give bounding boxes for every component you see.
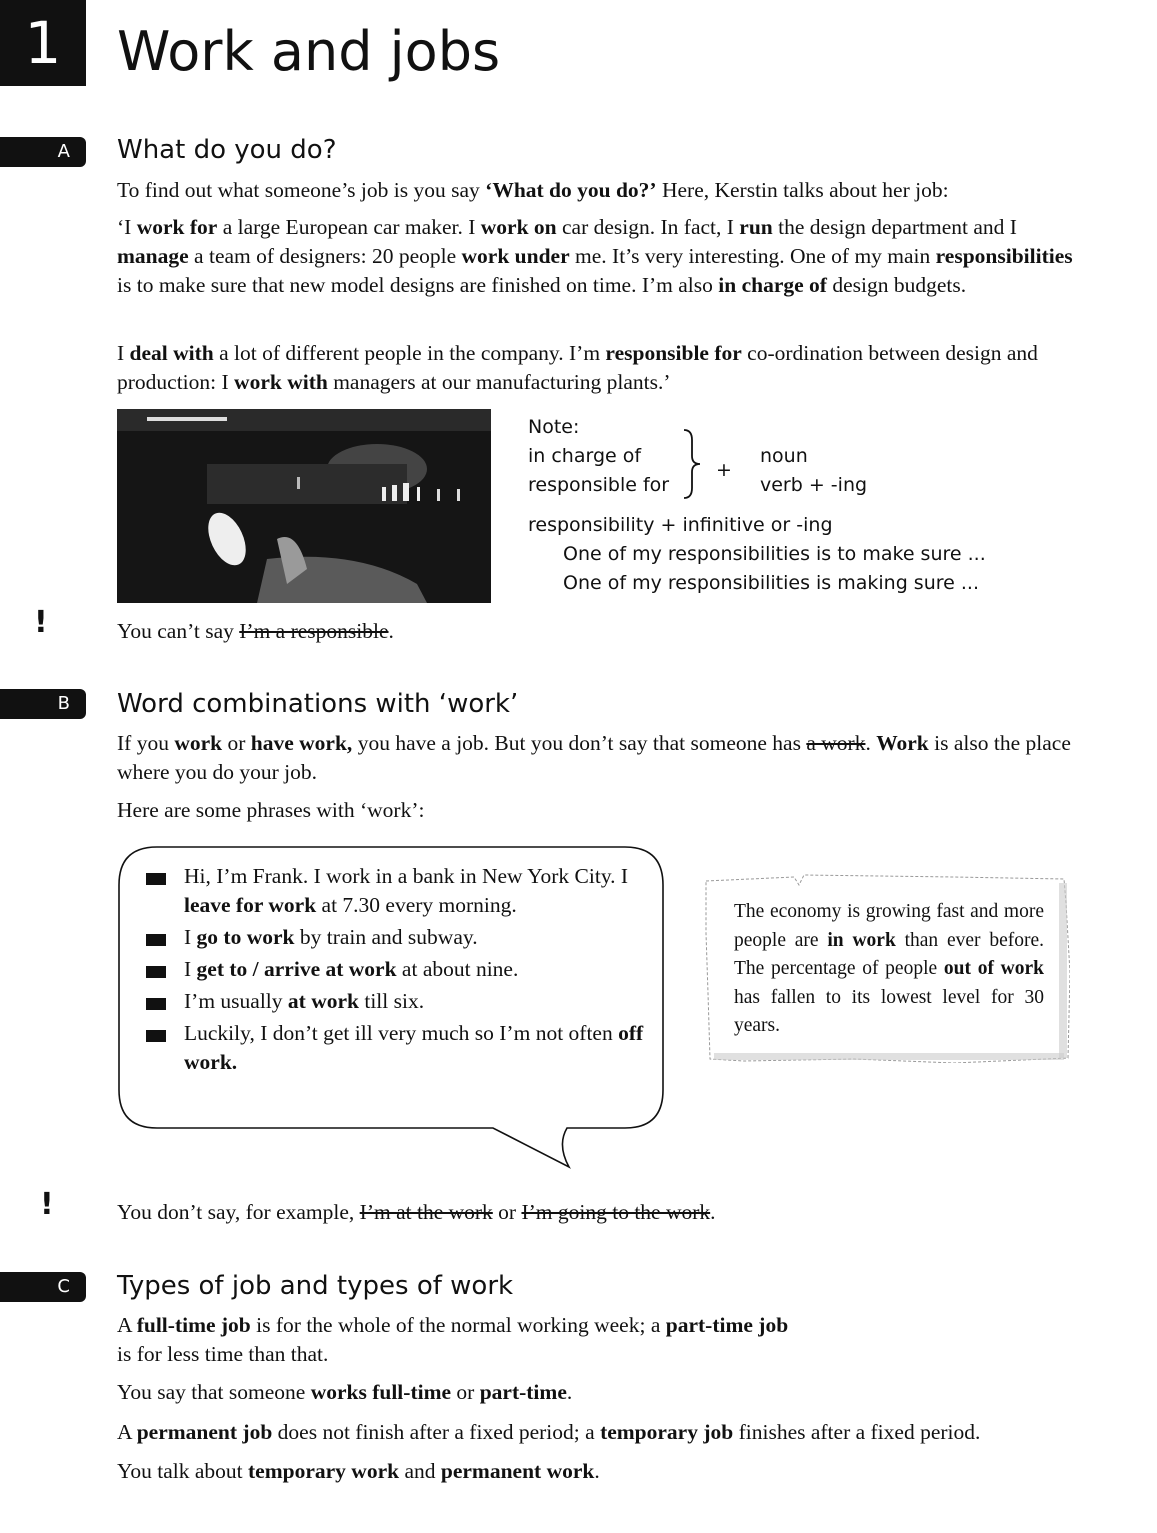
text-run: is for the whole of the normal working week; a: [250, 1313, 666, 1337]
note-plus: +: [716, 459, 732, 481]
section-c-paragraph-1: [117, 1311, 1117, 1369]
text-run: I: [184, 957, 197, 981]
section-a-tab: A: [0, 137, 86, 167]
section-c-heading: Types of job and types of work: [117, 1271, 514, 1301]
bold-phrase: responsible for: [605, 341, 742, 365]
text-run: ‘I: [117, 215, 137, 239]
bullet-square-icon: [146, 998, 166, 1010]
text-run: .: [710, 1200, 716, 1224]
text-run: you have a job. But you don’t say that someone has: [352, 731, 807, 755]
text-run: I: [117, 341, 130, 365]
section-a-quote-2: [117, 339, 1097, 397]
text-run: Hi, I’m Frank. I work in a bank in New York City. I: [184, 864, 629, 888]
text-run: has fallen to its lowest level for 30 years.: [734, 986, 1044, 1036]
text-run: .: [594, 1459, 600, 1483]
bold-phrase: leave for work: [184, 893, 317, 917]
text-run: .: [865, 731, 877, 755]
bold-phrase: temporary work: [248, 1459, 400, 1483]
note-example-1: One of my responsibilities is to make sure ...: [563, 543, 986, 565]
clipping-text: [734, 898, 1044, 1041]
section-b-heading: Word combinations with ‘work’: [117, 689, 519, 719]
bold-phrase: get to / arrive at work: [196, 957, 397, 981]
bold-phrase: off work.: [184, 1021, 644, 1074]
bullet-square-icon: [146, 873, 166, 885]
section-a-intro: To find out what someone’s job is you say ‘What do you do?’ Here, Kerstin talks about her job:: [117, 178, 949, 202]
bold-phrase: work for: [136, 215, 218, 239]
text-run: design budgets.: [826, 273, 967, 297]
unit-number: 1: [0, 0, 86, 86]
text-run: is to make sure that new model designs are finished on time. I’m also: [117, 273, 719, 297]
bold-phrase: run: [739, 215, 773, 239]
bold-phrase: work: [174, 731, 223, 755]
bold-phrase: out of work: [943, 958, 1044, 979]
bold-phrase: work on: [480, 215, 557, 239]
text-run: or: [451, 1380, 480, 1404]
text-run: A: [117, 1313, 137, 1337]
text-run: a team of designers: 20 people: [188, 244, 462, 268]
warning-icon: !: [40, 1187, 54, 1222]
bold-phrase: in charge of: [718, 273, 827, 297]
text-run: finishes after a fixed period.: [733, 1420, 981, 1444]
note-option-noun: noun: [760, 445, 808, 467]
struck-phrase: I’m going to the work: [521, 1200, 711, 1224]
text-run: I: [184, 925, 197, 949]
text-run: You talk about: [117, 1459, 249, 1483]
list-item: [144, 862, 644, 920]
text-run: You don’t say, for example,: [117, 1200, 360, 1224]
bold-phrase: permanent work: [440, 1459, 595, 1483]
text-run: at about nine.: [396, 957, 519, 981]
text-run: A: [117, 1420, 137, 1444]
bold-phrase: in work: [827, 929, 896, 951]
text-run: managers at our manufacturing plants.’: [327, 370, 671, 394]
note-label: Note:: [528, 416, 580, 438]
bold-phrase: at work: [287, 989, 359, 1013]
text-run: than ever before. The percentage of people: [734, 929, 1044, 979]
bold-phrase: deal with: [129, 341, 214, 365]
text-run: You say that someone: [117, 1380, 311, 1404]
note-option-verb-ing: verb + -ing: [760, 474, 868, 496]
section-c-paragraph-2: [117, 1378, 1117, 1407]
text-run: a large European car maker. I: [217, 215, 481, 239]
list-item: [144, 923, 644, 952]
section-b-tab: B: [0, 689, 86, 719]
text-run: car design. In fact, I: [556, 215, 740, 239]
text-run: does not finish after a fixed period; a: [272, 1420, 601, 1444]
bold-phrase: part-time: [479, 1380, 567, 1404]
section-b-warning: [117, 1198, 1117, 1227]
text-run: or: [222, 731, 251, 755]
bold-phrase: full-time job: [136, 1313, 251, 1337]
bold-phrase: go to work: [196, 925, 295, 949]
section-a-warning: You can’t say I’m a responsible.: [117, 619, 394, 643]
work-phrases-list: [144, 862, 644, 1080]
list-item: [144, 955, 644, 984]
text-run: till six.: [358, 989, 425, 1013]
bullet-square-icon: [146, 934, 166, 946]
text-run: If you: [117, 731, 175, 755]
bullet-square-icon: [146, 1030, 166, 1042]
section-a-heading: What do you do?: [117, 135, 337, 165]
bold-phrase: temporary job: [600, 1420, 734, 1444]
bold-phrase: work under: [461, 244, 570, 268]
text-run: The economy is growing fast and more people are: [734, 901, 1044, 951]
note-item-in-charge-of: in charge of: [528, 445, 642, 467]
bold-phrase: Work: [876, 731, 929, 755]
bold-phrase: permanent job: [136, 1420, 273, 1444]
note-example-2: One of my responsibilities is making sure ...: [563, 572, 979, 594]
text-run: I’m usually: [184, 989, 288, 1013]
car-design-photo: [117, 409, 491, 603]
struck-phrase: a work: [806, 731, 866, 755]
bullet-square-icon: [146, 966, 166, 978]
section-c-paragraph-4: [117, 1457, 1117, 1486]
note-rule: responsibility + infinitive or -ing: [528, 514, 833, 536]
bold-phrase: manage: [117, 244, 189, 268]
text-run: me. It’s very interesting. One of my main: [569, 244, 936, 268]
section-a-quote-1: [117, 213, 1077, 300]
text-run: or: [492, 1200, 522, 1224]
text-run: by train and subway.: [294, 925, 478, 949]
bold-phrase: work with: [234, 370, 328, 394]
text-run: Luckily, I don’t get ill very much so I’m not often: [184, 1021, 619, 1045]
section-c-paragraph-3: [117, 1418, 1127, 1447]
text-run: and: [399, 1459, 441, 1483]
text-run: is also the place where you do your job.: [117, 731, 1071, 784]
section-c-tab: C: [0, 1272, 86, 1302]
text-run: a lot of different people in the company. I’m: [213, 341, 606, 365]
list-item: [144, 987, 644, 1016]
text-run: co-ordination between design and production: I: [117, 341, 1038, 394]
text-run: the design department and I: [772, 215, 1017, 239]
bold-phrase: responsibilities: [935, 244, 1073, 268]
section-b-paragraph-2: Here are some phrases with ‘work’:: [117, 798, 425, 822]
unit-title: Work and jobs: [117, 20, 501, 83]
section-b-paragraph-1: [117, 729, 1077, 787]
bold-phrase: works full-time: [310, 1380, 452, 1404]
bold-phrase: have work,: [250, 731, 353, 755]
note-item-responsible-for: responsible for: [528, 474, 670, 496]
bold-phrase: part-time job: [665, 1313, 789, 1337]
list-item: [144, 1019, 644, 1077]
note-brace: [680, 428, 704, 500]
text-run: .: [566, 1380, 573, 1404]
warning-icon: !: [34, 605, 48, 640]
text-run: is for less time than that.: [117, 1342, 329, 1366]
text-run: at 7.30 every morning.: [316, 893, 517, 917]
struck-phrase: I’m at the work: [359, 1200, 493, 1224]
